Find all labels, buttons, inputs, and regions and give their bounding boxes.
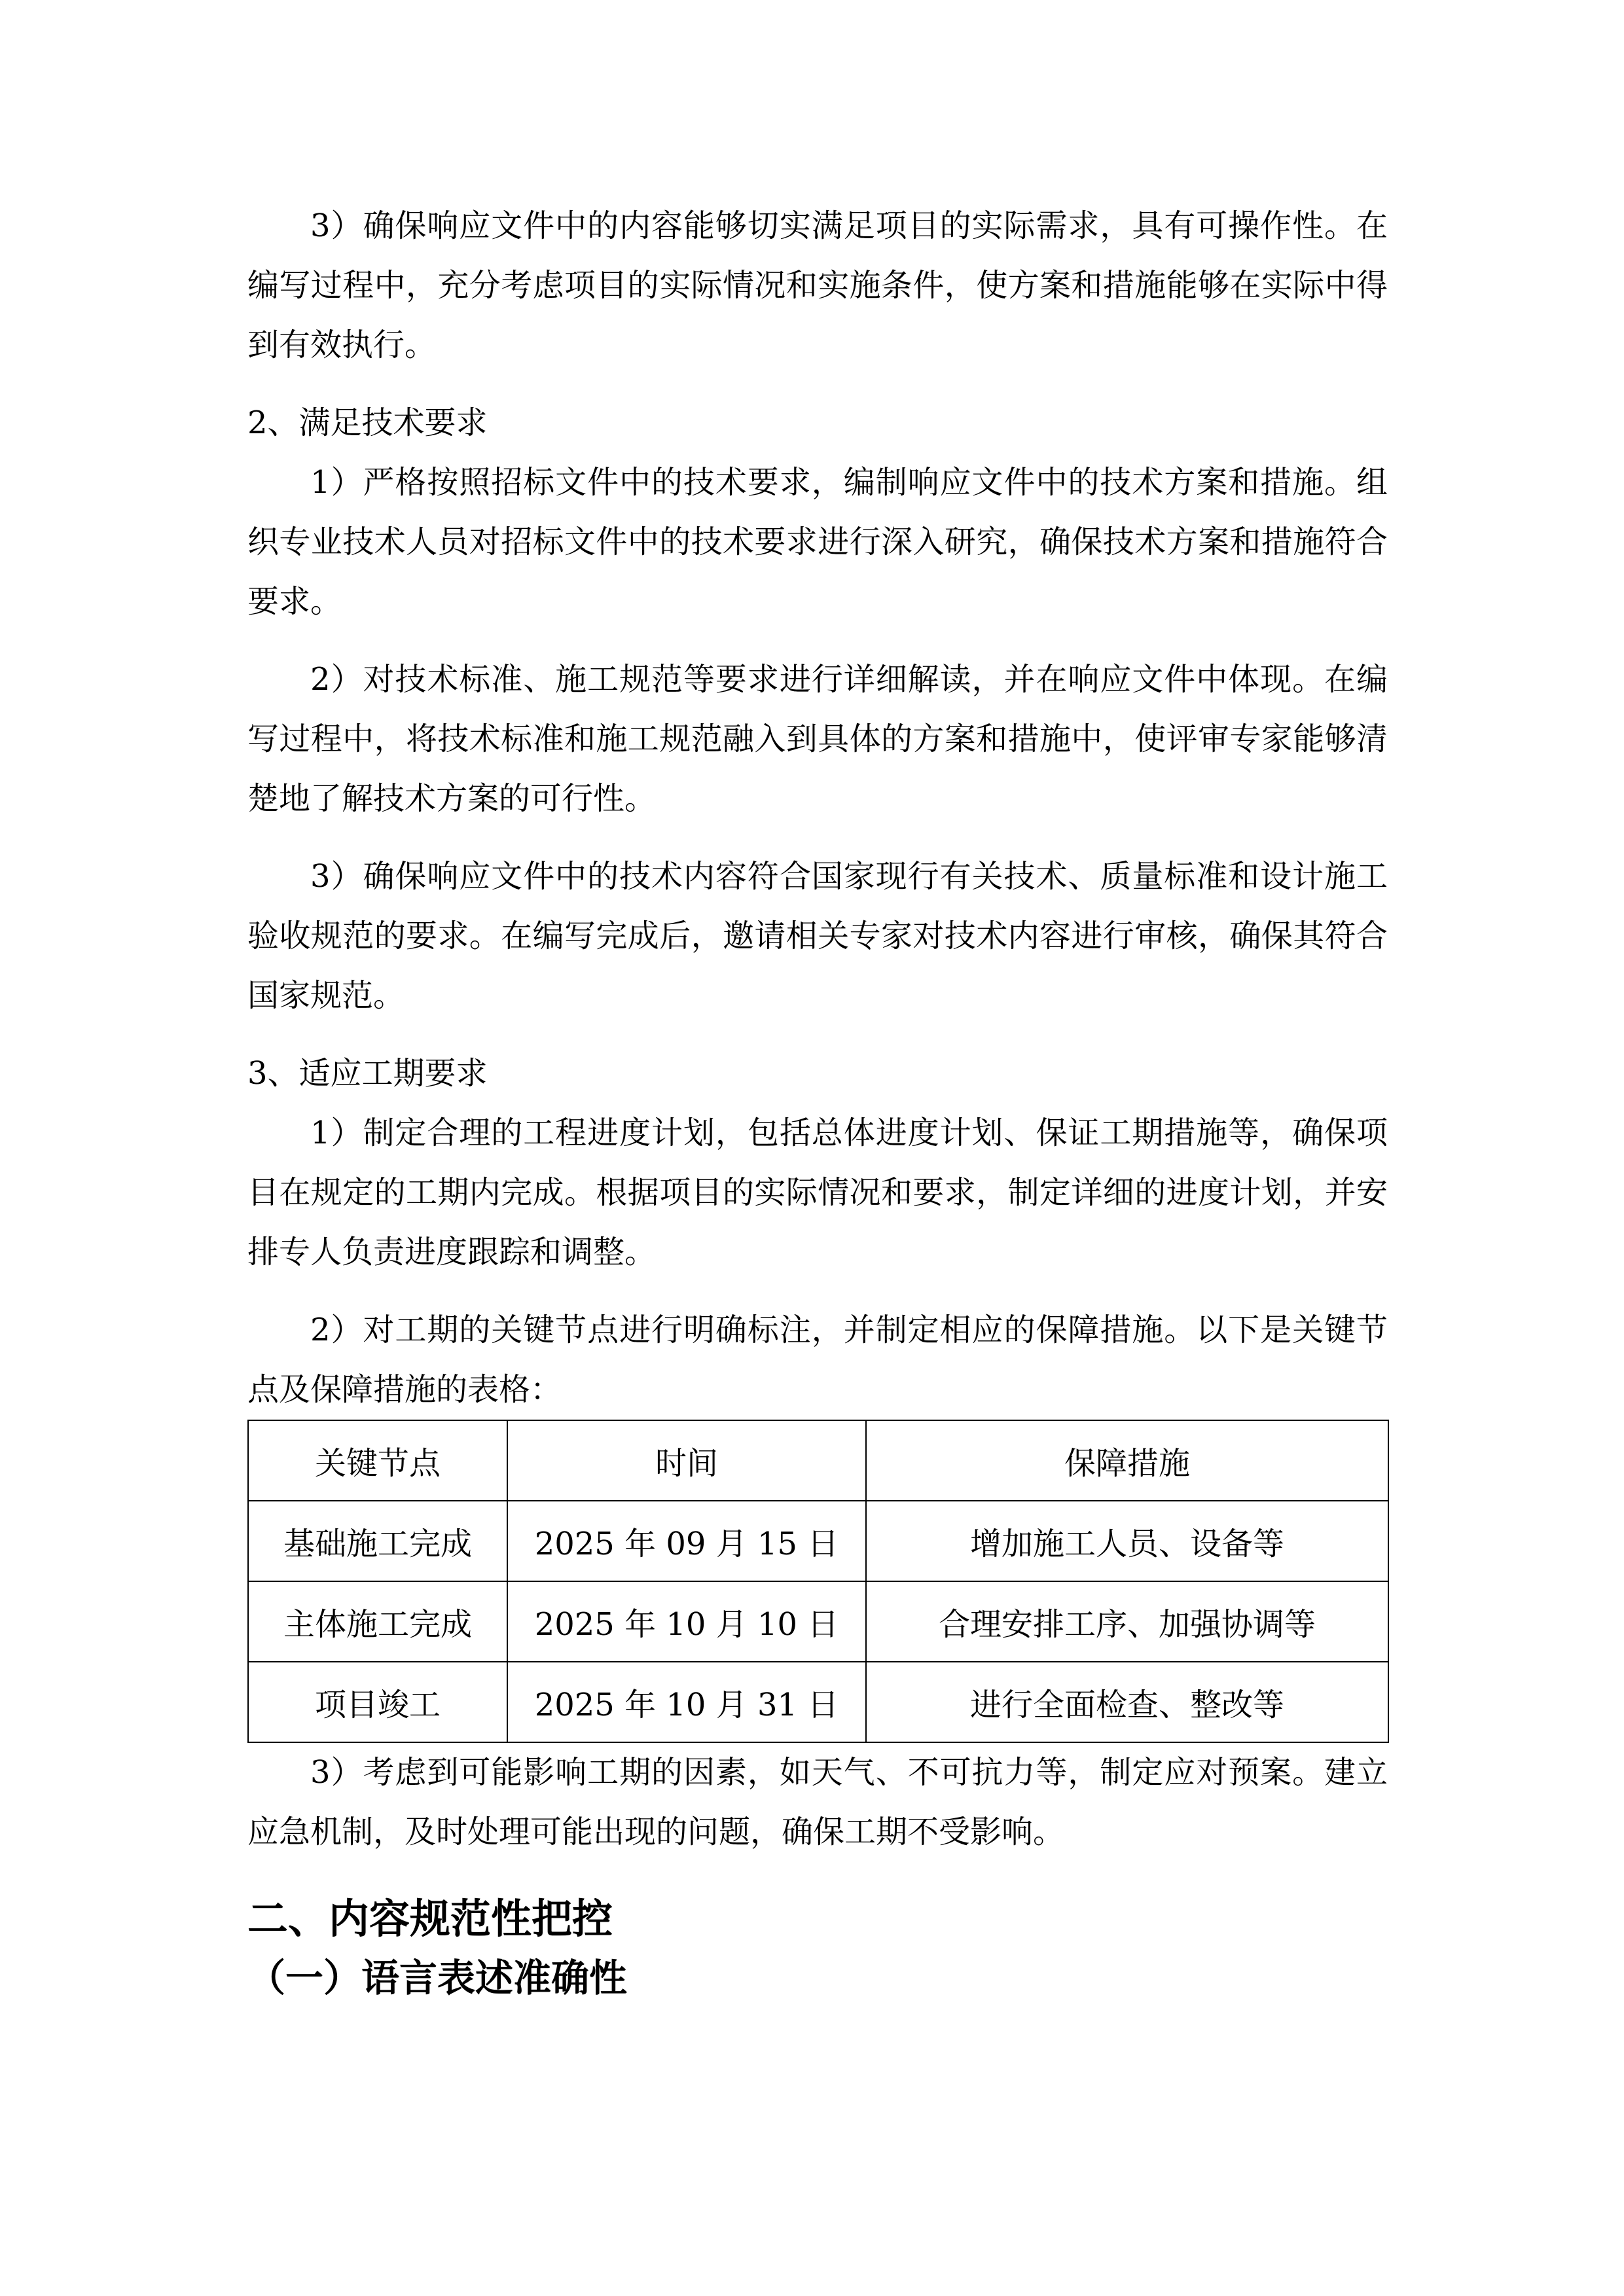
table-header-row (248, 1420, 1388, 1501)
section-subtitle: （一）语言表述准确性 (247, 1956, 628, 2000)
cell-time: 2025 年 09 月 15 日 (507, 1501, 866, 1581)
header-measures: 保障措施 (866, 1420, 1388, 1501)
paragraph-schedule-plan: 1）制定合理的工程进度计划，包括总体进度计划、保证工期措施等，确保项目在规定的工期内完成。根据项目的实际情况和要求，制定详细的进度计划，并安排专人负责进度跟踪和调整。 (247, 1115, 1388, 1270)
cell-time: 2025 年 10 月 31 日 (507, 1662, 866, 1742)
paragraph-actual-needs: 3）确保响应文件中的内容能够切实满足项目的实际需求，具有可操作性。在编写过程中，充分考虑项目的实际情况和实施条件，使方案和措施能够在实际中得到有效执行。 (247, 207, 1388, 363)
table-row (248, 1581, 1388, 1662)
paragraph-tech-standards: 2）对技术标准、施工规范等要求进行详细解读，并在响应文件中体现。在编写过程中，将技术标准和施工规范融入到具体的方案和措施中，使评审专家能够清楚地了解技术方案的可行性。 (247, 661, 1388, 817)
cell-measures: 合理安排工序、加强协调等 (866, 1581, 1388, 1662)
cell-node: 基础施工完成 (248, 1501, 507, 1581)
heading-schedule-requirements: 3、适应工期要求 (247, 1055, 488, 1092)
heading-tech-requirements: 2、满足技术要求 (247, 404, 488, 441)
paragraph-contingency: 3）考虑到可能影响工期的因素，如天气、不可抗力等，制定应对预案。建立应急机制，及时处理可能出现的问题，确保工期不受影响。 (247, 1754, 1388, 1850)
key-nodes-table (247, 1420, 1389, 1743)
paragraph-key-nodes: 2）对工期的关键节点进行明确标注，并制定相应的保障措施。以下是关键节点及保障措施的表格： (247, 1312, 1388, 1408)
cell-measures: 进行全面检查、整改等 (866, 1662, 1388, 1742)
table-row (248, 1662, 1388, 1742)
document-body (247, 196, 1388, 2007)
paragraph-tech-plan: 1）严格按照招标文件中的技术要求，编制响应文件中的技术方案和措施。组织专业技术人员对招标文件中的技术要求进行深入研究，确保技术方案和措施符合要求。 (247, 464, 1388, 620)
header-time: 时间 (507, 1420, 866, 1501)
table-row (248, 1501, 1388, 1581)
cell-time: 2025 年 10 月 10 日 (507, 1581, 866, 1662)
cell-node: 项目竣工 (248, 1662, 507, 1742)
paragraph-tech-compliance: 3）确保响应文件中的技术内容符合国家现行有关技术、质量标准和设计施工验收规范的要求。在编写完成后，邀请相关专家对技术内容进行审核，确保其符合国家规范。 (247, 858, 1388, 1014)
section-title: 二、内容规范性把控 (247, 1895, 613, 1943)
header-key-node: 关键节点 (248, 1420, 507, 1501)
cell-node: 主体施工完成 (248, 1581, 507, 1662)
cell-measures: 增加施工人员、设备等 (866, 1501, 1388, 1581)
